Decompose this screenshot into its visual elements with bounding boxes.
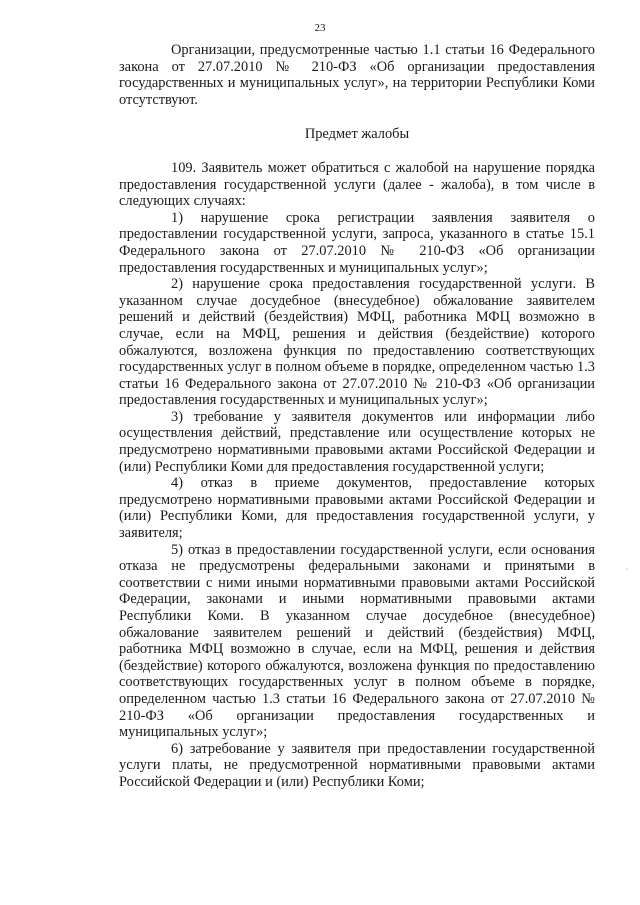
list-item-3: 3) требование у заявителя документов или информации либо осуществления действий, представление или осуществление которых не предусмотрено нормативными правовыми актами Российской Федерации и (или) Республики Коми для предоставления государственной услуги; — [119, 408, 595, 475]
paragraph-109: 109. Заявитель может обратиться с жалобой на нарушение порядка предоставления государственной услуги (далее - жалоба), в том числе в следующих случаях: — [119, 159, 595, 210]
list-item-1: 1) нарушение срока регистрации заявления заявителя о предоставлении государственной услуги, запроса, указанного в статье 15.1 Федерального закона от 27.07.2010 № 210-ФЗ «Об организации предоставления государственных и муниципальных услуг»; — [119, 209, 595, 276]
list-item-2: 2) нарушение срока предоставления государственной услуги. В указанном случае досудебное (внесудебное) обжалование заявителем решений и действий (бездействия) МФЦ, работника МФЦ возможно в случае, если на МФЦ, решения и действия (бездействие) которого обжалуются, возложена функция по предоставлению соответствующих государственных услуг в полном объеме в порядке, определенном частью 1.3 статьи 16 Федерального закона от 27.07.2010 № 210-ФЗ «Об организации предоставления государственных и муниципальных услуг»; — [119, 276, 595, 409]
page-number: 23 — [314, 22, 326, 34]
list-item-4: 4) отказ в приеме документов, предоставление которых предусмотрено нормативными правовыми актами Российской Федерации и (или) Республики Коми, для предоставления государственной услуги, у заявителя; — [119, 475, 595, 542]
list-item-6: 6) затребование у заявителя при предоставлении государственной услуги платы, не предусмотренной нормативными правовыми актами Российской Федерации и (или) Республики Коми; — [119, 740, 595, 790]
document-body — [119, 42, 595, 791]
section-heading: Предмет жалобы — [304, 126, 410, 143]
scan-artifact-mark: · — [625, 565, 628, 574]
list-item-5: 5) отказ в предоставлении государственной услуги, если основания отказа не предусмотрены федеральными законами и принятыми в соответствии с ними иными нормативными правовыми актами Российской Федерации, законами и иными нормативными правовыми актами Республики Коми. В указанном случае досудебное (внесудебное) обжалование заявителем решений и действий (бездействия) МФЦ, работника МФЦ возможно в случае, если на МФЦ, решения и действия (бездействие) которого обжалуются, возложена функция по предоставлению соответствующих государственных услуг в полном объеме в порядке, определенном частью 1.3 статьи 16 Федерального закона от 27.07.2010 № 210-ФЗ «Об организации предоставления государственных и муниципальных услуг»; — [119, 541, 595, 741]
intro-paragraph: Организации, предусмотренные частью 1.1 статьи 16 Федерального закона от 27.07.2010 № 210-ФЗ «Об организации предоставления государственных и муниципальных услуг», на территории Республики Коми отсутствуют. — [119, 42, 595, 108]
